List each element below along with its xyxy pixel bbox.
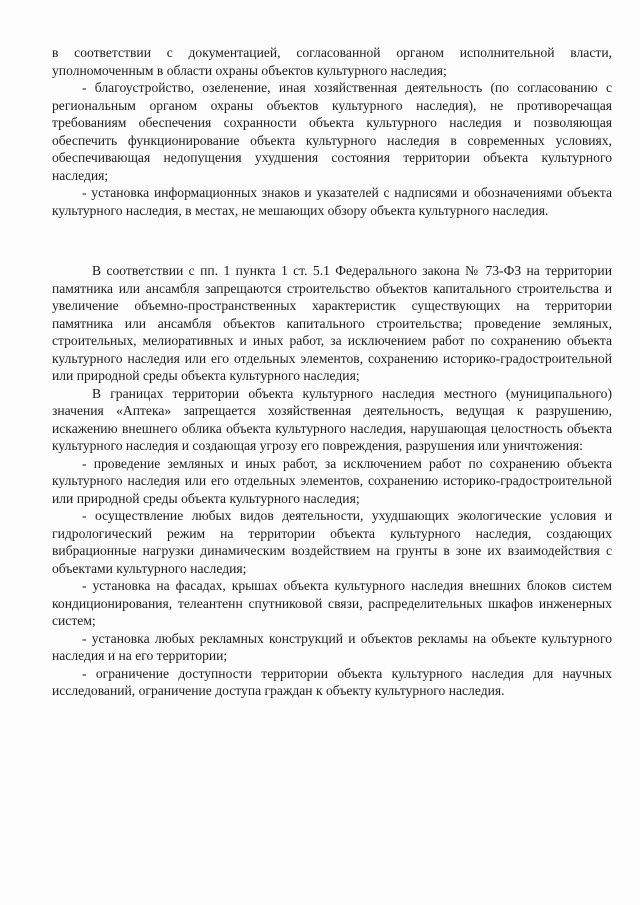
list-item: - установка любых рекламных конструкций и объектов рекламы на объекте культурного наследия и на его территории; [52,630,612,663]
text-block-main [52,262,612,700]
paragraph: В соответствии с пп. 1 пункта 1 ст. 5.1 Федерального закона № 73-ФЗ на территории памятника или ансамбля запрещаются строительство объектов капитального строительства и увеличение объемно-пространственных характеристик существующих на территории памятника или ансамбля объектов капитального строительства; проведение земляных, строительных, мелиоративных и иных работ, за исключением работ по сохранению объекта культурного наследия или его отдельных элементов, сохранению историко-градостроительной или природной среды объекта культурного наследия; [52,263,612,383]
list-item: - благоустройство, озеленение, иная хозяйственная деятельность (по согласованию с региональным органом охраны объектов культурного наследия), не противоречащая требованиям обеспечения сохранности объекта культурного наследия и позволяющая обеспечить функционирование объекта культурного наследия в современных условиях, обеспечивающая недопущения ухудшения состояния территории объекта культурного наследия; [52,80,612,183]
list-item: - установка информационных знаков и указателей с надписями и обозначениями объекта культурного наследия, в местах, не мешающих обзору объекта культурного наследия. [52,185,612,218]
list-item: - ограничение доступности территории объекта культурного наследия для научных исследований, ограничение доступа граждан к объекту культурного наследия. [52,665,612,698]
paragraph: в соответствии с документацией, согласованной органом исполнительной власти, уполномоченным в области охраны объектов культурного наследия; [52,45,612,78]
list-item: - проведение земляных и иных работ, за исключением работ по сохранению объекта культурного наследия или его отдельных элементов, сохранению историко-градостроительной или природной среды объекта культурного наследия; [52,455,612,506]
paragraph: В границах территории объекта культурного наследия местного (муниципального) значения «Аптека» запрещается хозяйственная деятельность, ведущая к разрушению, искажению внешнего облика объекта культурного наследия, нарушающая целостность объекта культурного наследия и создающая угрозу его повреждения, разрушения или уничтожения: [52,385,612,453]
text-block-top [52,44,612,219]
list-item: - осуществление любых видов деятельности, ухудшающих экологические условия и гидрологический режим на территории объекта культурного наследия, создающих вибрационные нагрузки динамическим воздействием на грунты в зоне их взаимодействия с объектами культурного наследия; [52,508,612,576]
list-item: - установка на фасадах, крышах объекта культурного наследия внешних блоков систем кондиционирования, телеантенн спутниковой связи, распределительных шкафов инженерных систем; [52,578,612,628]
